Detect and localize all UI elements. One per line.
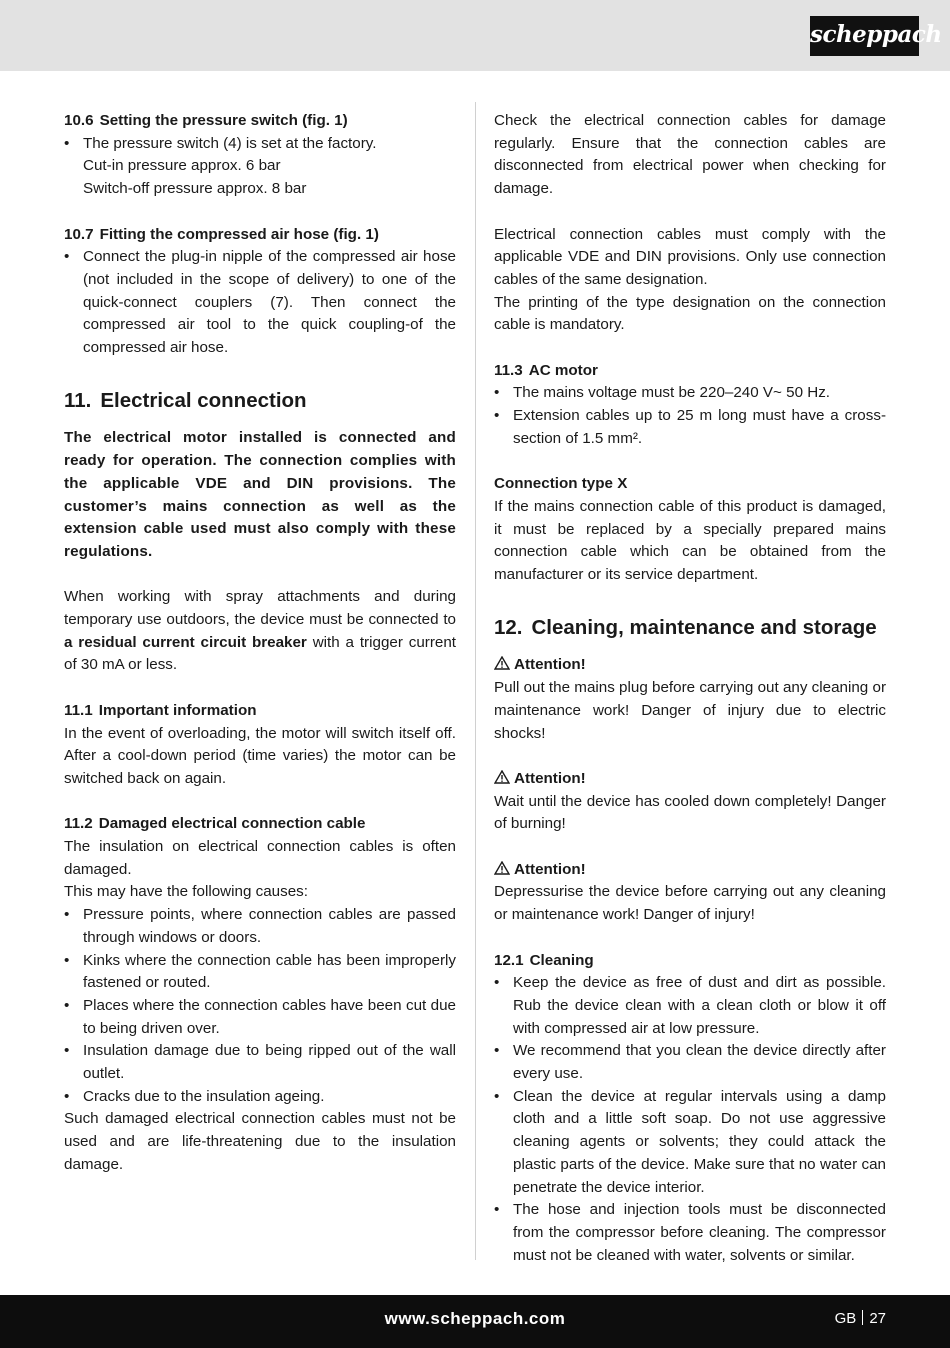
electrical-intro-paragraph: The electrical motor installed is connected and ready for operation. The connection complies with the applicable VDE and DIN provisions. The customer’s mains connection as well as the extension cable used must also comply with these regulations.	[64, 429, 456, 560]
attention-heading: Attention!	[494, 768, 886, 791]
column-divider	[475, 102, 476, 1260]
separator	[862, 1310, 863, 1325]
check-cables-paragraph: Check the electrical connection cables for damage regularly. Ensure that the connection cables are disconnected from electrical power when checking for damage.	[494, 112, 886, 198]
printing-paragraph: The printing of the type designation on the connection cable is mandatory.	[494, 293, 886, 334]
damage-causes-list	[64, 904, 456, 1108]
right-column	[494, 110, 886, 1267]
brand-logo: scheppach	[810, 16, 919, 56]
attention-text-3: Depressurise the device before carrying out any cleaning or maintenance work! Danger of injury!	[494, 883, 886, 924]
list-item: • Extension cables up to 25 m long must have a cross-section of 1.5 mm².	[494, 405, 886, 450]
important-info-paragraph: In the event of overloading, the motor will switch itself off. After a cool-down period (time varies) the motor can be switched back on again.	[64, 724, 456, 787]
list-item: • Kinks where the connection cable has been improperly fastened or routed.	[64, 950, 456, 995]
section-heading-11-3: 11.3 AC motor	[494, 361, 598, 379]
section-heading-11-2: 11.2 Damaged electrical connection cable	[64, 815, 366, 833]
list-item: • The hose and injection tools must be disconnected from the compressor before cleaning. The compressor must not be cleaned with water, solvents or similar.	[494, 1199, 886, 1267]
list-item: • Clean the device at regular intervals using a damp cloth and a little soft soap. Do not use aggressive cleaning agents or solvents; they could attack the plastic parts of the device. Make sure that no water can penetrate the device interior.	[494, 1086, 886, 1200]
section-heading-11-1: 11.1 Important information	[64, 701, 257, 719]
warning-triangle-icon	[494, 861, 510, 875]
attention-heading: Attention!	[494, 654, 886, 677]
chapter-heading-11: 11. Electrical connection	[64, 389, 307, 413]
connection-type-x-heading: Connection type X	[494, 475, 628, 493]
list-item: • Cracks due to the insulation ageing.	[64, 1086, 456, 1109]
list-10-7	[64, 246, 456, 360]
section-heading-10-7: 10.7 Fitting the compressed air hose (fig. 1)	[64, 225, 379, 243]
chapter-heading-12: 12. Cleaning, maintenance and storage	[494, 616, 877, 640]
website-url: www.scheppach.com	[384, 1309, 566, 1328]
damage-outro: Such damaged electrical connection cables must not be used and are life-threatening due to the insulation damage.	[64, 1110, 456, 1173]
list-item: • We recommend that you clean the device directly after every use.	[494, 1040, 886, 1085]
language-code: GB	[834, 1310, 857, 1327]
spray-attachment-paragraph: When working with spray attachments and during temporary use outdoors, the device must be connected to a residual current circuit breaker with a trigger current of 30 mA or less.	[64, 588, 457, 674]
damage-intro-2: This may have the following causes:	[64, 883, 308, 901]
list-item: • The mains voltage must be 220–240 V~ 50 Hz.	[494, 382, 886, 405]
list-item: • Pressure points, where connection cables are passed through windows or doors.	[64, 904, 456, 949]
list-item: • Connect the plug-in nipple of the compressed air hose (not included in the scope of delivery) to one of the quick-connect couplers (7). Then connect the compressed air tool to the quick coupling-of the compressed air hose.	[64, 246, 456, 360]
section-heading-12-1: 12.1 Cleaning	[494, 951, 594, 969]
list-item: • The pressure switch (4) is set at the factory.	[64, 133, 456, 156]
switch-off-pressure: Switch-off pressure approx. 8 bar	[83, 180, 307, 198]
page-number-value: 27	[869, 1310, 886, 1327]
left-column	[64, 110, 456, 1177]
list-10-6	[64, 133, 456, 156]
attention-text-2: Wait until the device has cooled down completely! Danger of burning!	[494, 792, 886, 833]
connection-type-x-paragraph: If the mains connection cable of this product is damaged, it must be replaced by a specially prepared mains connection cable which can be obtained from the manufacturer or its service department.	[494, 497, 886, 584]
attention-text-1: Pull out the mains plug before carrying out any cleaning or maintenance work! Danger of injury due to electric shocks!	[494, 679, 886, 742]
list-item: • Keep the device as free of dust and dirt as possible. Rub the device clean with a clean cloth or blow it off with compressed air at low pressure.	[494, 972, 886, 1040]
damage-intro-1: The insulation on electrical connection cables is often damaged.	[64, 838, 456, 878]
ac-motor-list	[494, 382, 886, 450]
cut-in-pressure: Cut-in pressure approx. 6 bar	[83, 157, 281, 175]
cleaning-list	[494, 972, 886, 1267]
page-header	[0, 0, 950, 71]
page-footer	[0, 1295, 950, 1348]
list-item: • Places where the connection cables have been cut due to being driven over.	[64, 995, 456, 1040]
attention-heading: Attention!	[494, 859, 886, 882]
warning-triangle-icon	[494, 656, 510, 670]
warning-triangle-icon	[494, 770, 510, 784]
list-item: • Insulation damage due to being ripped out of the wall outlet.	[64, 1040, 456, 1085]
page-number	[835, 1310, 886, 1327]
section-heading-10-6: 10.6 Setting the pressure switch (fig. 1)	[64, 112, 348, 129]
comply-paragraph: Electrical connection cables must comply with the applicable VDE and DIN provisions. Only use connection cables of the same designation.	[494, 225, 886, 288]
